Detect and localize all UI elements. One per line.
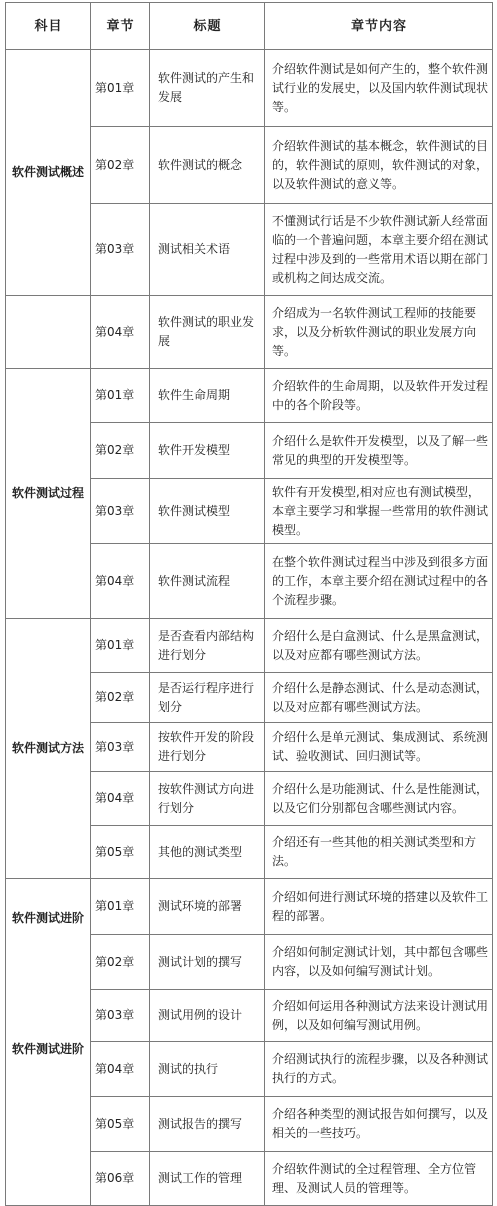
chapter-cell: 第06章 — [91, 1152, 150, 1206]
chapter-cell: 第01章 — [91, 369, 150, 423]
chapter-cell: 第04章 — [91, 772, 150, 826]
chapter-cell: 第04章 — [91, 1042, 150, 1097]
chapter-cell: 第05章 — [91, 826, 150, 879]
chapter-cell: 第02章 — [91, 423, 150, 479]
chapter-cell: 第03章 — [91, 990, 150, 1042]
content-cell: 介绍如何运用各种测试方法来设计测试用例，以及如何编写测试用例。 — [265, 990, 493, 1042]
table-row — [6, 619, 493, 673]
content-cell: 介绍什么是单元测试、集成测试、系统测试、验收测试、回归测试等。 — [265, 723, 493, 772]
title-cell: 软件测试的概念 — [150, 127, 265, 204]
title-cell: 软件测试的产生和发展 — [150, 50, 265, 127]
title-cell: 软件测试模型 — [150, 479, 265, 544]
title-cell: 软件开发模型 — [150, 423, 265, 479]
content-cell: 在整个软件测试过程当中涉及到很多方面的工作，本章主要介绍在测试过程中的各个流程步骤。 — [265, 544, 493, 619]
subject-label: 软件测试进阶 — [11, 911, 84, 925]
chapter-cell: 第03章 — [91, 479, 150, 544]
content-cell: 介绍软件的生命周期，以及软件开发过程中的各个阶段等。 — [265, 369, 493, 423]
content-cell: 介绍什么是功能测试、什么是性能测试，以及它们分别都包含哪些测试内容。 — [265, 772, 493, 826]
content-cell: 介绍软件测试是如何产生的，整个软件测试行业的发展史，以及国内软件测试现状等。 — [265, 50, 493, 127]
title-cell: 按软件测试方向进行划分 — [150, 772, 265, 826]
title-cell: 软件生命周期 — [150, 369, 265, 423]
title-cell: 测试环境的部署 — [150, 879, 265, 935]
title-cell: 按软件开发的阶段进行划分 — [150, 723, 265, 772]
title-cell: 测试计划的撰写 — [150, 935, 265, 990]
title-cell: 其他的测试类型 — [150, 826, 265, 879]
content-cell: 介绍各种类型的测试报告如何撰写，以及相关的一些技巧。 — [265, 1097, 493, 1152]
content-cell: 介绍软件测试的全过程管理、全方位管理、及测试人员的管理等。 — [265, 1152, 493, 1206]
title-cell: 软件测试的职业发展 — [150, 296, 265, 369]
content-cell: 软件有开发模型,相对应也有测试模型，本章主要学习和掌握一些常用的软件测试模型。 — [265, 479, 493, 544]
header-subject: 科目 — [6, 3, 91, 50]
title-cell: 测试工作的管理 — [150, 1152, 265, 1206]
header-row — [6, 3, 493, 50]
subject-cell: 软件测试过程 — [6, 369, 91, 619]
subject-cell: 软件测试概述 — [6, 50, 91, 296]
title-cell: 测试相关术语 — [150, 204, 265, 296]
content-cell: 介绍测试执行的流程步骤，以及各种测试执行的方式。 — [265, 1042, 493, 1097]
header-title: 标题 — [150, 3, 265, 50]
content-cell: 介绍如何制定测试计划，其中都包含哪些内容，以及如何编写测试计划。 — [265, 935, 493, 990]
content-cell: 介绍如何进行测试环境的搭建以及软件工程的部署。 — [265, 879, 493, 935]
subject-cell: 软件测试方法 — [6, 619, 91, 879]
title-cell: 测试报告的撰写 — [150, 1097, 265, 1152]
table-row — [6, 296, 493, 369]
table-row — [6, 369, 493, 423]
chapter-cell: 第01章 — [91, 879, 150, 935]
content-cell: 介绍什么是软件开发模型，以及了解一些常见的典型的开发模型等。 — [265, 423, 493, 479]
chapter-cell: 第02章 — [91, 673, 150, 723]
header-content: 章节内容 — [265, 3, 493, 50]
title-cell: 是否查看内部结构进行划分 — [150, 619, 265, 673]
content-cell: 介绍成为一名软件测试工程师的技能要求，以及分析软件测试的职业发展方向等。 — [265, 296, 493, 369]
content-cell: 不懂测试行话是不少软件测试新人经常面临的一个普遍问题，本章主要介绍在测试过程中涉及到的一些常用术语以期在部门或机构之间达成交流。 — [265, 204, 493, 296]
subject-cell — [6, 296, 91, 369]
content-cell: 介绍还有一些其他的相关测试类型和方法。 — [265, 826, 493, 879]
chapter-cell: 第02章 — [91, 127, 150, 204]
table-row — [6, 879, 493, 935]
chapter-cell: 第04章 — [91, 296, 150, 369]
content-cell: 介绍软件测试的基本概念，软件测试的目的，软件测试的原则，软件测试的对象，以及软件测试的意义等。 — [265, 127, 493, 204]
chapter-cell: 第01章 — [91, 50, 150, 127]
chapter-cell: 第04章 — [91, 544, 150, 619]
chapter-cell: 第05章 — [91, 1097, 150, 1152]
title-cell: 软件测试流程 — [150, 544, 265, 619]
title-cell: 是否运行程序进行划分 — [150, 673, 265, 723]
subject-label-repeat: 软件测试进阶 — [11, 1042, 84, 1056]
content-cell: 介绍什么是静态测试、什么是动态测试，以及对应都有哪些测试方法。 — [265, 673, 493, 723]
title-cell: 测试的执行 — [150, 1042, 265, 1097]
course-table — [5, 2, 493, 1206]
content-cell: 介绍什么是白盒测试、什么是黑盒测试，以及对应都有哪些测试方法。 — [265, 619, 493, 673]
subject-cell — [6, 879, 91, 1206]
chapter-cell: 第03章 — [91, 723, 150, 772]
header-chapter: 章节 — [91, 3, 150, 50]
table-row — [6, 50, 493, 127]
chapter-cell: 第02章 — [91, 935, 150, 990]
chapter-cell: 第01章 — [91, 619, 150, 673]
chapter-cell: 第03章 — [91, 204, 150, 296]
title-cell: 测试用例的设计 — [150, 990, 265, 1042]
